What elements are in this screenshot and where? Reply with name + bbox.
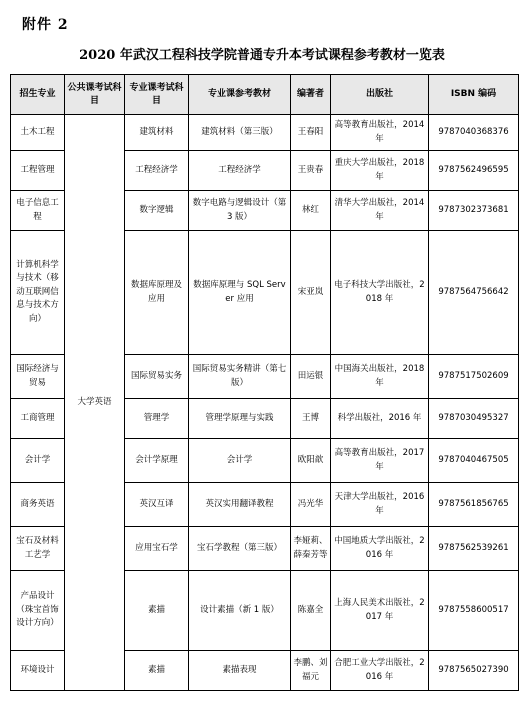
header-isbn: ISBN 编码	[429, 75, 519, 115]
cell-author: 李娅莉、薛秦芳等	[291, 527, 331, 571]
table-header-row	[11, 75, 519, 115]
cell-subject: 应用宝石学	[125, 527, 189, 571]
cell-publisher: 天津大学出版社，2016 年	[331, 483, 429, 527]
header-major: 招生专业	[11, 75, 65, 115]
cell-textbook: 会计学	[189, 439, 291, 483]
cell-subject: 会计学原理	[125, 439, 189, 483]
cell-textbook: 数据库原理与 SQL Server 应用	[189, 231, 291, 355]
cell-subject: 国际贸易实务	[125, 355, 189, 399]
cell-author: 李鹏、刘福元	[291, 651, 331, 691]
cell-publisher: 高等教育出版社，2017 年	[331, 439, 429, 483]
cell-subject: 数字逻辑	[125, 191, 189, 231]
cell-isbn: 9787564756642	[429, 231, 519, 355]
textbook-table	[10, 74, 519, 691]
cell-major: 工商管理	[11, 399, 65, 439]
cell-isbn: 9787302373681	[429, 191, 519, 231]
page-title: 2020 年武汉工程科技学院普通专升本考试课程参考教材一览表	[79, 48, 445, 63]
header-author: 编著者	[291, 75, 331, 115]
cell-subject: 素描	[125, 571, 189, 651]
cell-publisher: 上海人民美术出版社，2017 年	[331, 571, 429, 651]
cell-author: 陈嘉全	[291, 571, 331, 651]
cell-major: 电子信息工程	[11, 191, 65, 231]
cell-major: 会计学	[11, 439, 65, 483]
table-row	[11, 115, 519, 151]
cell-subject: 素描	[125, 651, 189, 691]
cell-author: 宋亚岚	[291, 231, 331, 355]
cell-major: 宝石及材料工艺学	[11, 527, 65, 571]
cell-textbook: 素描表现	[189, 651, 291, 691]
cell-subject: 英汉互译	[125, 483, 189, 527]
cell-author: 王博	[291, 399, 331, 439]
cell-major: 产品设计（珠宝首饰设计方向）	[11, 571, 65, 651]
cell-textbook: 数字电路与逻辑设计（第 3 版）	[189, 191, 291, 231]
cell-isbn: 9787558600517	[429, 571, 519, 651]
cell-publisher: 重庆大学出版社，2018 年	[331, 151, 429, 191]
cell-publisher: 合肥工业大学出版社，2016 年	[331, 651, 429, 691]
cell-textbook: 国际贸易实务精讲（第七版）	[189, 355, 291, 399]
cell-isbn: 9787565027390	[429, 651, 519, 691]
cell-publisher: 高等教育出版社，2014 年	[331, 115, 429, 151]
attachment-label: 附件 2	[22, 17, 69, 33]
cell-major: 环境设计	[11, 651, 65, 691]
cell-author: 冯光华	[291, 483, 331, 527]
cell-author: 田运银	[291, 355, 331, 399]
cell-publisher: 清华大学出版社，2014 年	[331, 191, 429, 231]
cell-publisher: 电子科技大学出版社，2018 年	[331, 231, 429, 355]
header-public-subject: 公共课考试科目	[65, 75, 125, 115]
cell-isbn: 9787040368376	[429, 115, 519, 151]
cell-textbook: 英汉实用翻译教程	[189, 483, 291, 527]
header-textbook: 专业课参考教材	[189, 75, 291, 115]
cell-subject: 管理学	[125, 399, 189, 439]
cell-subject: 建筑材料	[125, 115, 189, 151]
cell-isbn: 9787561856765	[429, 483, 519, 527]
cell-author: 王贵春	[291, 151, 331, 191]
cell-author: 欧阳歆	[291, 439, 331, 483]
cell-isbn: 9787040467505	[429, 439, 519, 483]
cell-textbook: 工程经济学	[189, 151, 291, 191]
cell-major: 国际经济与贸易	[11, 355, 65, 399]
cell-major: 工程管理	[11, 151, 65, 191]
cell-isbn: 9787562539261	[429, 527, 519, 571]
cell-textbook: 设计素描（新 1 版）	[189, 571, 291, 651]
cell-subject: 数据库原理及应用	[125, 231, 189, 355]
cell-subject: 工程经济学	[125, 151, 189, 191]
cell-publisher: 中国海关出版社，2018 年	[331, 355, 429, 399]
header-publisher: 出版社	[331, 75, 429, 115]
cell-isbn: 9787517502609	[429, 355, 519, 399]
cell-major: 土木工程	[11, 115, 65, 151]
cell-textbook: 宝石学教程（第三版）	[189, 527, 291, 571]
cell-publisher: 科学出版社，2016 年	[331, 399, 429, 439]
cell-textbook: 管理学原理与实践	[189, 399, 291, 439]
cell-author: 林红	[291, 191, 331, 231]
cell-isbn: 9787030495327	[429, 399, 519, 439]
cell-public-subject: 大学英语	[65, 115, 125, 691]
header-subject: 专业课考试科目	[125, 75, 189, 115]
cell-author: 王春阳	[291, 115, 331, 151]
cell-major: 商务英语	[11, 483, 65, 527]
cell-publisher: 中国地质大学出版社，2016 年	[331, 527, 429, 571]
cell-textbook: 建筑材料（第三版）	[189, 115, 291, 151]
cell-major: 计算机科学与技术（移动互联网信息与技术方向）	[11, 231, 65, 355]
cell-isbn: 9787562496595	[429, 151, 519, 191]
